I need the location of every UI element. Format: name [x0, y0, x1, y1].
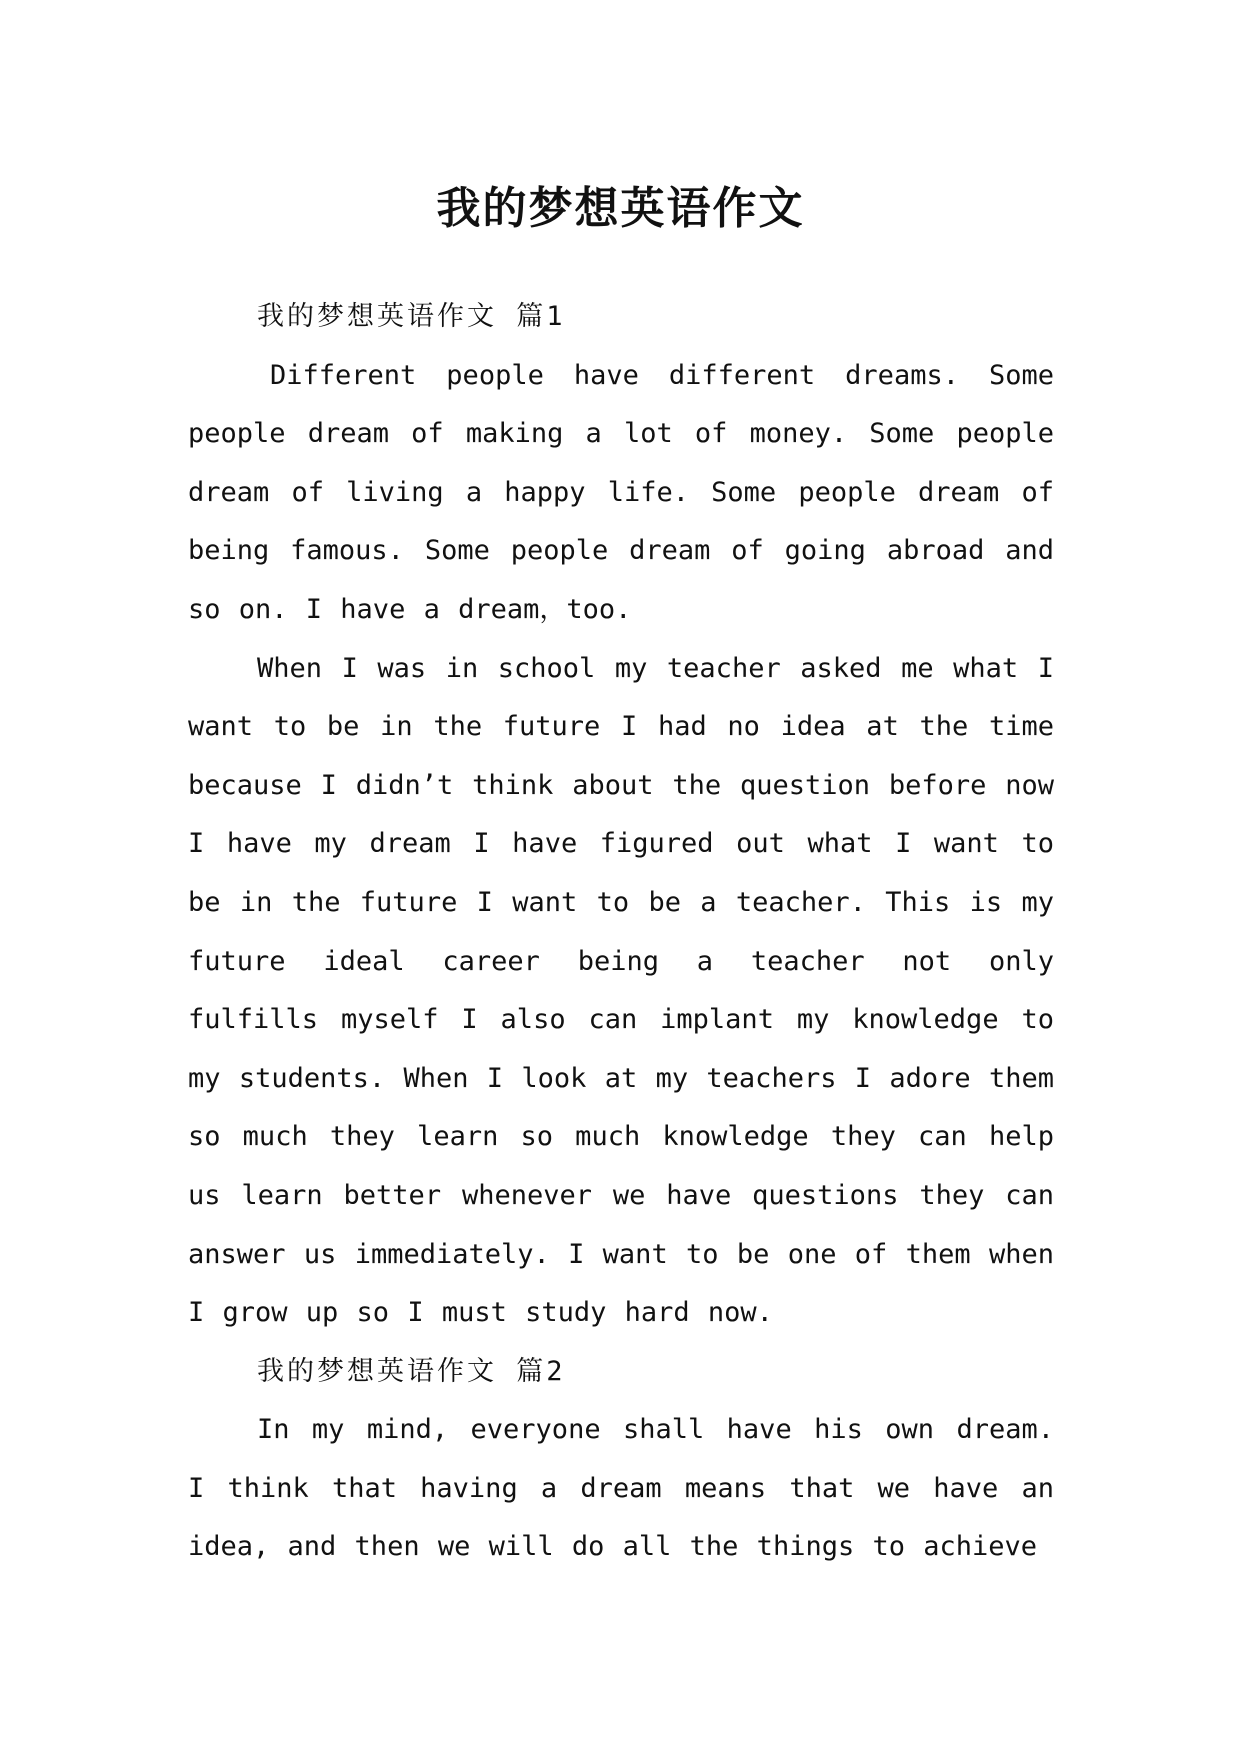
page-title: 我的梦想英语作文	[436, 183, 805, 235]
document-body	[188, 288, 1054, 1577]
paragraph: In my mind, everyone shall have his own dream. I think that having a dream means that we have an idea, and then we will do all the things to achieve	[188, 1414, 1054, 1563]
section-2	[188, 1343, 1054, 1577]
paragraph: When I was in school my teacher asked me what I want to be in the future I had no idea at the time because I didn’t think about the question before now I have my dream I have figured out what I want to be in the future I want to be a teacher. This is my future ideal career being a teacher not only fulfills myself I also can implant my knowledge to my students. When I look at my teachers I adore them so much they learn so much knowledge they can help us learn better whenever we have questions they can answer us immediately. I want to be one of them when I grow up so I must study hard now.	[188, 652, 1054, 1329]
section-1	[188, 288, 1054, 1343]
section-heading: 我的梦想英语作文 篇1	[257, 301, 566, 332]
section-heading: 我的梦想英语作文 篇2	[257, 1355, 566, 1387]
paragraph: Different people have different dreams. Some people dream of making a lot of money. Some people dream of living a happy life. Some people dream of being famous. Some people dream of going abroad and so on. I have a dream，too.	[188, 359, 1054, 625]
